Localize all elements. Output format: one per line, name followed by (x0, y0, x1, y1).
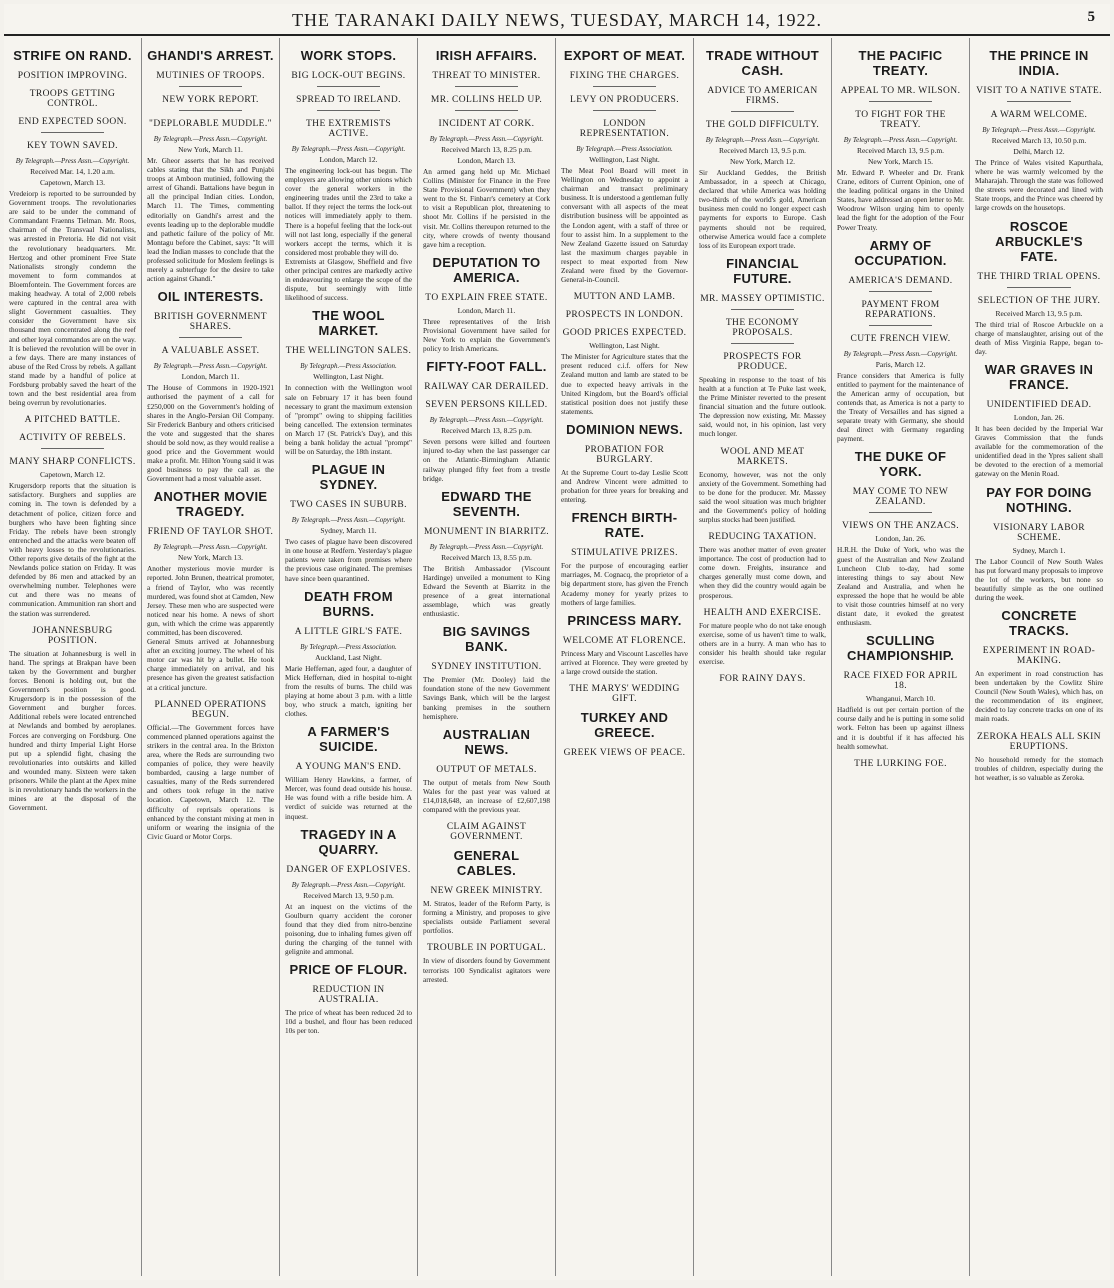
subheading: RACE FIXED FOR APRIL 18. (843, 671, 958, 692)
article-text: Another mysterious movie murder is reported. John Brunen, theatrical promoter, a friend of Taylor, who was recently murdered, was found shot at Camden, New Jersey. These men who are suspected were noticed near his home. A news of short gun, with which the crime was apparently committed, has been discovered. (147, 564, 274, 637)
column-2 (142, 38, 280, 1276)
subheading: VIEWS ON THE ANZACS. (841, 521, 960, 532)
column-1 (4, 38, 142, 1276)
divider (1007, 287, 1071, 288)
column-8 (970, 38, 1108, 1276)
subheading: MAY COME TO NEW ZEALAND. (852, 487, 949, 508)
dateline: Auckland, Last Night. (315, 652, 382, 662)
subheading: THE THIRD TRIAL OPENS. (977, 271, 1101, 282)
article-text: In view of disorders found by Government terrorists 100 Syndicalist agitators were arrested. (423, 956, 550, 984)
dateline: Received Mar. 14, 1.20 a.m. (30, 167, 115, 176)
divider (731, 111, 795, 112)
subheading: THE EXTREMISTS ACTIVE. (305, 119, 392, 139)
headline: WAR GRAVES IN FRANCE. (984, 361, 1094, 392)
article-text: An armed gang held up Mr. Michael Collins (Minister for Finance in the Free State Provisional Government) when they went to the St. Finbarr's cemetery at Cork to visit a Republican plot, threatening to shoot Mr. Collins if he persisted in the visit. Mr. Collins thereupon returned to the city, where crowds of twenty thousand gave him a reception. (423, 167, 550, 249)
dateline: Whanganui, March 10. (865, 694, 936, 704)
dateline: London, March 12. (319, 155, 378, 164)
byline: By Telegraph.—Press Assn.—Copyright. (291, 145, 406, 153)
headline: EDWARD THE SEVENTH. (441, 488, 532, 519)
subheading: A LITTLE GIRL'S FATE. (294, 626, 403, 637)
subheading: THREAT TO MINISTER. (432, 71, 541, 81)
article-text: No household remedy for the stomach troubles of children, especially during the hot weather, is so valuable as Zeroka. (975, 754, 1103, 782)
divider (731, 343, 795, 344)
byline: By Telegraph.—Press Assn.—Copyright. (429, 542, 544, 551)
article-text: The Minister for Agriculture states that the present reduced c.i.f. offers for New Zealand mutton and lamb are stated to be due to expected heavy arrivals in the United Kingdom, but the Board's official statistical position does not justify these statements. (561, 352, 688, 416)
subheading: THE LURKING FOE. (854, 758, 947, 769)
headline: FRENCH BIRTH-RATE. (571, 510, 678, 541)
subheading: TROUBLE IN PORTUGAL. (426, 943, 547, 954)
subheading: JOHANNESBURG POSITION. (32, 625, 113, 646)
headline: ARMY OF OCCUPATION. (854, 237, 947, 268)
dateline: Received March 13, 9.5 p.m. (856, 146, 945, 155)
subheading: THE MARYS' WEDDING GIFT. (569, 684, 680, 704)
article-text: Official.—The Government forces have commenced planned operations against the strikers in the central area. In the Brixton area, where the Reds are surrounding two companies of police, they were heavily bombarded, causing a large number of casualties, many of the Reds surrendered and others took refuge in the native location. Capetown, March 12. The difficulty of reprisals operations is enhanced by the constant mixing at men in uniform or wearing the insignia of the Civic Guard or Motor Corps. (147, 722, 274, 841)
article-text: France considers that America is fully entitled to payment for the maintenance of the American army of occupation, but contends that, as America is not a party to the Treaty of Versailles and has signed a separate treaty with Germany, she should deal direct with Germany regarding payment. (837, 370, 964, 444)
subheading: TO FIGHT FOR THE TREATY. (855, 110, 946, 130)
divider (869, 325, 933, 326)
headline: FINANCIAL FUTURE. (726, 255, 799, 286)
divider (869, 291, 933, 292)
headline: A FARMER'S SUICIDE. (307, 724, 390, 755)
subheading: WOOL AND MEAT MARKETS. (720, 446, 805, 467)
subheading: SYDNEY INSTITUTION. (431, 662, 542, 673)
headline: IRISH AFFAIRS. (435, 48, 538, 63)
subheading: WELCOME AT FLORENCE. (562, 635, 687, 646)
subheading: VISIONARY LABOR SCHEME. (993, 522, 1085, 543)
divider (41, 448, 105, 449)
article-text: The Premier (Mr. Dooley) laid the foundation stone of the new Government Savings Bank, which will be the largest banking premises in the southern hemisphere. (423, 675, 550, 721)
subheading: UNIDENTIFIED DEAD. (986, 399, 1092, 410)
headline: SCULLING CHAMPIONSHIP. (847, 633, 954, 664)
subheading: GOOD PRICES EXPECTED. (562, 328, 687, 339)
subheading: END EXPECTED SOON. (18, 117, 127, 127)
article-text: The situation at Johannesburg is well in hand. The springs at Brakpan have been taken by the Government and burgher forces. Benoni is holding out, but the Government's position is good. Krugersdorp is in the possession of the Government and burgher forces. Additional rebels were located entrenched at Newlands and bombed by aeroplanes. Forces are converging on Fordsburg. One hundred and thirty Imperial Light Horse put up a splendid fight, chasing the revolutionaries into outskirts and killed and wounded many. Sixteen were taken prisoners. While the plant at the Apex mine is in revolutionary hands the workers in the mines are at the disposal of the Government. (9, 648, 136, 813)
divider (179, 110, 243, 111)
article-text: The British Ambassador (Viscount Hardinge) unveiled a monument to King Edward the Seventh at Biarritz in the presence of a great international assemblage, which was greatly enthusiastic. (423, 563, 550, 619)
subheading: CUTE FRENCH VIEW. (850, 333, 951, 344)
subheading: TWO CASES IN SUBURB. (290, 500, 407, 511)
article-text: Two cases of plague have been discovered in one house at Redfern. Yesterday's plague patients were taken from premises where the previous case originated. The premises have since been quarantined. (285, 537, 412, 583)
dateline: Received March 13, 8.55 p.m. (441, 552, 532, 562)
column-4 (418, 38, 556, 1276)
page-number: 5 (1087, 9, 1096, 25)
byline: By Telegraph.—Press Association. (300, 362, 397, 371)
dateline: Received March 13, 9.50 p.m. (303, 890, 394, 900)
subheading: LEVY ON PRODUCERS. (570, 95, 679, 105)
article-text: At an inquest on the victims of the Goulburn quarry accident the coroner found that they died from nitro-benzine poisoning, due to inhaling fumes given off during the charging of the tunnel with gelignite and ammonal. (285, 901, 412, 957)
dateline: Sydney, March 1. (1012, 545, 1066, 555)
byline: By Telegraph.—Press Assn.—Copyright. (291, 516, 406, 525)
divider (179, 86, 243, 87)
byline: By Telegraph.—Press Assn.—Copyright. (705, 136, 820, 144)
subheading: SEVEN PERSONS KILLED. (425, 400, 548, 411)
headline: EXPORT OF MEAT. (563, 48, 686, 63)
byline: By Telegraph.—Press Assn.—Copyright. (982, 126, 1096, 134)
article-text: Economy, however, was not the only anxiety of the Government. Something had to be done for the producer. Mr. Massey said the wool situation was much brighter and the Government's policy of holding surplus stocks had been justified. (699, 469, 826, 524)
subheading: SELECTION OF THE JURY. (977, 295, 1101, 306)
article-text: The price of wheat has been reduced 2d to 10d a bushel, and flour has been reduced 10s per ton. (285, 1008, 412, 1036)
article-text: H.R.H. the Duke of York, who was the guest of the Australian and New Zealand Luncheon Club to-day, had some interesting things to say about New Zealand and Australia, and when he expressed the hope that he would be able to visit those countries himself at no very distant date, it evoked the greatest enthusiasm. (837, 545, 964, 628)
subheading: POSITION IMPROVING. (17, 71, 128, 81)
subheading: LONDON REPRESENTATION. (579, 119, 670, 139)
divider (1007, 101, 1071, 102)
headline: DEPUTATION TO AMERICA. (432, 254, 541, 285)
article-text: An experiment in road construction has been undertaken by the Cowlitz Shire Council (New South Wales), which has, on the recommendation of its engineer, decided to lay concrete tracks on one of its main roads. (975, 668, 1103, 724)
dateline: London, March 13. (457, 156, 516, 165)
divider (179, 337, 243, 338)
divider (455, 86, 519, 87)
headline: ANOTHER MOVIE TRAGEDY. (153, 489, 268, 520)
divider (455, 110, 519, 111)
subheading: BRITISH GOVERNMENT SHARES. (153, 312, 268, 333)
headline: PLAGUE IN SYDNEY. (311, 462, 386, 493)
subheading: EXPERIMENT IN ROAD-MAKING. (982, 645, 1096, 666)
article-text: Marie Heffernan, aged four, a daughter of Mick Heffernan, died in hospital to-night from the results of burns. The child was playing at home about 3 p.m. with a little boy, who struck a match, igniting her clothes. (285, 663, 412, 719)
dateline: New York, March 15. (868, 157, 933, 166)
headline: GHANDI'S ARREST. (147, 48, 274, 63)
dateline: London, Jan. 26. (1013, 412, 1065, 422)
subheading: HEALTH AND EXERCISE. (703, 607, 822, 618)
headline: WORK STOPS. (300, 48, 397, 63)
subheading: ZEROKA HEALS ALL SKIN ERUPTIONS. (977, 731, 1101, 752)
headline: THE DUKE OF YORK. (854, 449, 947, 480)
masthead-title: THE TARANAKI DAILY NEWS, TUESDAY, MARCH 14, 1922. (292, 10, 822, 30)
byline: By Telegraph.—Press Assn.—Copyright. (153, 362, 268, 371)
subheading: THE ECONOMY PROPOSALS. (725, 317, 800, 338)
subheading: KEY TOWN SAVED. (27, 141, 118, 151)
article-text: It has been decided by the Imperial War Graves Commission that the funds available for the commemoration of the unidentified dead in the Ypres salient shall be devoted to the erection of a memorial gateway on the Menin Road. (975, 423, 1103, 479)
headline: BIG SAVINGS BANK. (442, 624, 531, 655)
dateline: New York, March 12. (730, 157, 795, 166)
subheading: VISIT TO A NATIVE STATE. (976, 86, 1102, 96)
subheading: "DEPLORABLE MUDDLE." (149, 119, 272, 129)
subheading: MANY SHARP CONFLICTS. (9, 457, 136, 468)
subheading: GREEK VIEWS OF PEACE. (563, 748, 686, 758)
dateline: Wellington, Last Night. (313, 372, 384, 382)
headline: FIFTY-FOOT FALL. (426, 359, 547, 375)
subheading: MR. MASSEY OPTIMISTIC. (700, 293, 825, 304)
subheading: MONUMENT IN BIARRITZ. (423, 526, 550, 537)
dateline: Sydney, March 11. (320, 526, 377, 536)
article-text: Three representatives of the Irish Provisional Government have sailed for New York to explain the Government's policy to Irish Americans. (423, 316, 550, 354)
dateline: New York, March 13. (178, 553, 243, 563)
article-text: For the purpose of encouraging earlier marriages, M. Cognacq, the proprietor of a big department store, has given the French Academy money for yearly prizes to mothers of large families. (561, 561, 688, 607)
article-text: William Henry Hawkins, a farmer, of Mercer, was found dead outside his house. He was found with a rifle beside him. A verdict of suicide was returned at the inquest. (285, 775, 412, 821)
article-text: The Meat Pool Board will meet in Wellington on Wednesday to appoint a chairman and transact preliminary business. It is understood a gentleman fully conversant with all aspects of the meat distribution business will be appointed as the London agent, with a staff of three or four to assist him. In a supplement to the New Zealand Gazette issued on Saturday last the maximum charges payable in respect to meat exported from New Zealand were fixed by the Governor-General-in-Council. (561, 166, 688, 285)
dateline: Received March 13, 8.25 p.m. (441, 145, 532, 154)
article-text: In connection with the Wellington wool sale on February 17 it has been found necessary to grant the maximum extension of "prompt" owing to shipping facilities being cancelled. The extension terminates on March 17 (St. Patrick's Day), and this being a bank holiday the actual "prompt" will be on Saturday, the 18th instant. (285, 383, 412, 457)
article-text: The Prince of Wales visited Kapurthala, where he was warmly welcomed by the Maharajah. Through the state was followed the streets were decorated and lined with State troops, and the Prince was cheered by large crowds on the housetops. (975, 158, 1103, 213)
subheading: THE WELLINGTON SALES. (285, 346, 412, 357)
subheading: PAYMENT FROM REPARATIONS. (861, 299, 940, 320)
subheading: A YOUNG MAN'S END. (295, 762, 402, 773)
article-text: The third trial of Roscoe Arbuckle on a charge of manslaughter, arising out of the death of Miss Virginia Rappe, began to-day. (975, 319, 1103, 356)
dateline: London, March 11. (181, 372, 240, 382)
headline: AUSTRALIAN NEWS. (442, 726, 531, 757)
divider (317, 110, 381, 111)
subheading: TO EXPLAIN FREE STATE. (425, 292, 548, 303)
dateline: Received March 13, 9.5 p.m. (718, 146, 807, 155)
subheading: A WARM WELCOME. (990, 110, 1088, 120)
headline: GENERAL CABLES. (453, 848, 520, 879)
byline: By Telegraph.—Press Assn.—Copyright. (153, 543, 268, 552)
divider (869, 101, 933, 102)
subheading: MUTINIES OF TROOPS. (156, 71, 265, 81)
column-3 (280, 38, 418, 1276)
headline: TRADE WITHOUT CASH. (706, 48, 819, 78)
dateline: Capetown, March 12. (40, 470, 105, 480)
dateline: Delhi, March 12. (1013, 147, 1065, 156)
byline: By Telegraph.—Press Assn.—Copyright. (291, 880, 406, 889)
article-text: Speaking in response to the toast of his health at a function at Te Puke last week, the Prime Minister reverted to the present financial situation and the future outlook. The depression now existing, Mr. Massey said, would not, in his opinion, last very much longer. (699, 374, 826, 439)
headline: OIL INTERESTS. (157, 289, 264, 305)
article-text: M. Stratos, leader of the Reform Party, is forming a Ministry, and proposes to give specialists outside Parliament several portfolios. (423, 899, 550, 936)
headline: THE WOOL MARKET. (312, 308, 385, 339)
dateline: Received March 13, 10.50 p.m. (991, 136, 1087, 145)
subheading: PROBATION FOR BURGLARY. (584, 444, 665, 465)
article-text: The Labor Council of New South Wales has put forward many proposals to improve the lot of the workers, but none so beautifully simple as the one outlined during the week. (975, 556, 1103, 602)
subheading: CLAIM AGAINST GOVERNMENT. (446, 822, 527, 843)
column-7 (832, 38, 970, 1276)
dateline: London, Jan. 26. (875, 534, 926, 544)
subheading: FRIEND OF TAYLOR SHOT. (147, 527, 274, 538)
byline: By Telegraph.—Press Assn.—Copyright. (843, 349, 958, 358)
column-6 (694, 38, 832, 1276)
byline: By Telegraph.—Press Assn.—Copyright. (843, 136, 958, 144)
dateline: Capetown, March 13. (40, 178, 105, 187)
subheading: TROOPS GETTING CONTROL. (29, 89, 116, 109)
article-text: The engineering lock-out has begun. The employers are allowing other unions which cover the general workers in the engineering trades until the 23rd to take a ballot. If they reject the terms the lock-out notices will immediately apply to them. There is a hopeful feeling that the lock-out will not last long, especially if the general workers accept the terms, which it is considered most probable they will do. (285, 166, 412, 257)
divider (41, 132, 105, 133)
subheading: ACTIVITY OF REBELS. (19, 433, 126, 444)
byline: By Telegraph.—Press Assn.—Copyright. (153, 135, 268, 143)
subheading: NEW GREEK MINISTRY. (430, 886, 543, 897)
byline: By Telegraph.—Press Association. (576, 145, 673, 153)
article-text: Vredeiorp is reported to be surrounded by Government troops. The revolutionaries are said to be under the command of Commandant Fraenns Tielman. Mr. Roos, chairman of the Transvaal Nationalists, was arrested in Pretoria. He did not visit the revolutionary headquarters. Mr. Hertzog and other prominent Free State Nationalists strongly condemn the movement to form commandos at Bloemfontein. The Government forces are making headway. A total of 2,000 rebels were captured in the central area with slight Government casualties. They consider the Government have six thousand men concentrated along the reef and other loyal commandos are on the way. It is believed the revolution will be over in a few days. There are many instances of abuse of the Red Cross by rebels. A gallant stand made by a handful of police at Fordsburg probably saved the heart of the town and the best residential area from being overrun by revolutionaries. (9, 189, 136, 408)
article-text: General Smuts arrived at Johannesburg after an exciting journey. The wheel of his motor car was hit by a bullet. He took charge immediately on arrival, and his presence has given the greatest satisfaction at a critical juncture. (147, 637, 274, 692)
article-text: Seven persons were killed and fourteen injured to-day when the last passenger car on the Atlantic-Birmingham Atlantic railway plunged fifty feet from a trestle bridge. (423, 437, 550, 483)
divider (731, 309, 795, 310)
divider (317, 86, 381, 87)
subheading: REDUCTION IN AUSTRALIA. (312, 985, 385, 1006)
headline: ROSCOE ARBUCKLE'S FATE. (995, 218, 1083, 264)
masthead (4, 4, 1110, 34)
article-text: Extremists at Glasgow, Sheffield and five other principal centres are markedly active in endeavouring to enlarge the scope of the dispute, but seemingly with little likelihood of success. (285, 256, 412, 303)
subheading: A PITCHED BATTLE. (24, 415, 121, 426)
divider (869, 512, 933, 513)
subheading: MR. COLLINS HELD UP. (430, 95, 543, 105)
article-text: Hadfield is out per certain portion of the course daily and he is putting in some solid work. Felton has been up against illness and it is doubtful if it has affected his health somewhat. (837, 705, 964, 751)
article-text: There was another matter of even greater importance. The cost of production had to come down. Freights, insurance and charges generally must come down, and when they did the country would again be prosperous. (699, 545, 826, 600)
article-text: For mature people who do not take enough exercise, some of us haven't time to walk, others are in a hurry. A man who has to consider his health should take regular exercise. (699, 620, 826, 666)
dateline: Paris, March 12. (875, 359, 926, 369)
headline: THE PRINCE IN INDIA. (989, 48, 1089, 78)
article-text: At the Supreme Court to-day Leslie Scott and Andrew Vincent were admitted to probation for three years for breaking and entering. (561, 467, 688, 505)
article-text: Mr. Edward P. Wheeler and Dr. Frank Crane, editors of Current Opinion, one of the leading political organs in the United States, have addressed an open letter to Mr. Woodrow Wilson urging him to openly lead the fight for the adoption of the Four Power Treaty. (837, 168, 964, 232)
subheading: APPEAL TO MR. WILSON. (840, 86, 961, 96)
subheading: STIMULATIVE PRIZES. (571, 548, 678, 559)
dateline: London, March 11. (457, 305, 516, 315)
headline: CONCRETE TRACKS. (1001, 607, 1077, 638)
subheading: AMERICA'S DEMAND. (848, 275, 953, 286)
subheading: NEW YORK REPORT. (162, 95, 259, 105)
article-text: The House of Commons in 1920-1921 authorised the payment of a call for £250,000 on the Government's holding of shares in the Anglo-Persian Oil Company. Sir Frederick Banbury and others criticised the vote and suggested that the shares should be sold now, as they would realise a good price and the Government would make a profit. Mr. Hilton Young said it was good business to pay the call as the Government had a most valuable asset. (147, 383, 274, 484)
headline: TURKEY AND GREECE. (580, 710, 669, 740)
column-5 (556, 38, 694, 1276)
dateline: Received March 13, 9.5 p.m. (995, 308, 1083, 318)
subheading: MUTTON AND LAMB. (573, 292, 676, 303)
subheading: DANGER OF EXPLOSIVES. (286, 864, 411, 875)
subheading: REDUCING TAXATION. (708, 532, 817, 543)
headline: DEATH FROM BURNS. (304, 588, 393, 619)
article-text: Krugersdorp reports that the situation is satisfactory. Burghers and supplies are coming in. The town is defended by a detachment of police, citizen force and burghers who have been fighting since Friday. The rebels have been strongly entrenched and the attacks were beaten off with heavy losses to the revolutionaries. Other reports give details of the fight at the Newlands police station on Friday. It was defended by 86 men and attacked by an overwhelming number. Telephones were cut and there was no means of communication. Ammunition ran short and the station was surrendered. (9, 481, 136, 618)
subheading: ADVICE TO AMERICAN FIRMS. (707, 86, 818, 106)
article-text: Princess Mary and Viscount Lascelles have arrived at Florence. They were greeted by a large crowd outside the station. (561, 648, 688, 676)
newspaper-page (4, 4, 1110, 1280)
headline: DOMINION NEWS. (566, 421, 683, 437)
article-text: Sir Auckland Geddes, the British Ambassador, in a speech at Chicago, declared that while America was holding two-thirds of the world's gold, American business men could no longer expect cash payments for exports to Europe. Cash payments should not be required, otherwise America would face a complete loss of its European export trade. (699, 168, 826, 250)
subheading: FOR RAINY DAYS. (719, 674, 806, 685)
subheading: FIXING THE CHARGES. (569, 71, 680, 81)
article-text: Mr. Gheor asserts that he has received cables stating that the Sikh and Punjabi troops at Amboon mutinied, following the arrest of Ghandi. Battalions have begun in all the principal Indian cities. London, March 11. The Times, commenting editorially on Gandhi's arrest and the events leading up to the deplorable muddle and pathetic failure of the policy of Mr. Montagu before the Cabinet, says: "It will lead the Indian masses to conclude that the professed solicitude for Moslem feelings is merely a subterfuge for the desire to take action against Ghandi." (147, 156, 274, 284)
subheading: OUTPUT OF METALS. (436, 764, 537, 775)
byline: By Telegraph.—Press Assn.—Copyright. (429, 416, 544, 425)
subheading: SPREAD TO IRELAND. (296, 95, 401, 105)
headline: STRIFE ON RAND. (13, 48, 132, 63)
headline: PRINCESS MARY. (567, 612, 682, 628)
subheading: PLANNED OPERATIONS BEGUN. (154, 699, 267, 720)
byline: By Telegraph.—Press Assn.—Copyright. (15, 157, 130, 165)
subheading: PROSPECTS IN LONDON. (565, 310, 684, 321)
headline: TRAGEDY IN A QUARRY. (300, 826, 397, 857)
subheading: THE GOLD DIFFICULTY. (705, 120, 820, 130)
byline: By Telegraph.—Press Assn.—Copyright. (429, 135, 544, 143)
columns (4, 38, 1110, 1276)
subheading: BIG LOCK-OUT BEGINS. (291, 71, 406, 81)
divider (593, 86, 657, 87)
dateline: Received March 13, 8.25 p.m. (441, 426, 532, 436)
subheading: A VALUABLE ASSET. (161, 346, 260, 357)
dateline: Wellington, Last Night. (589, 341, 660, 351)
headline: PAY FOR DOING NOTHING. (986, 484, 1092, 515)
subheading: PROSPECTS FOR PRODUCE. (723, 351, 802, 372)
byline: By Telegraph.—Press Association. (300, 642, 397, 651)
dateline: Wellington, Last Night. (589, 155, 660, 164)
headline: THE PACIFIC TREATY. (858, 48, 943, 78)
dateline: New York, March 11. (178, 145, 243, 154)
headline: PRICE OF FLOUR. (289, 962, 408, 978)
subheading: INCIDENT AT CORK. (438, 119, 535, 129)
masthead-rule (4, 34, 1110, 36)
article-text: The output of metals from New South Wales for the past year was valued at £14,018,648, an increase of £2,607,198 compared with the previous year. (423, 777, 550, 814)
subheading: RAILWAY CAR DERAILED. (424, 382, 549, 393)
divider (593, 110, 657, 111)
